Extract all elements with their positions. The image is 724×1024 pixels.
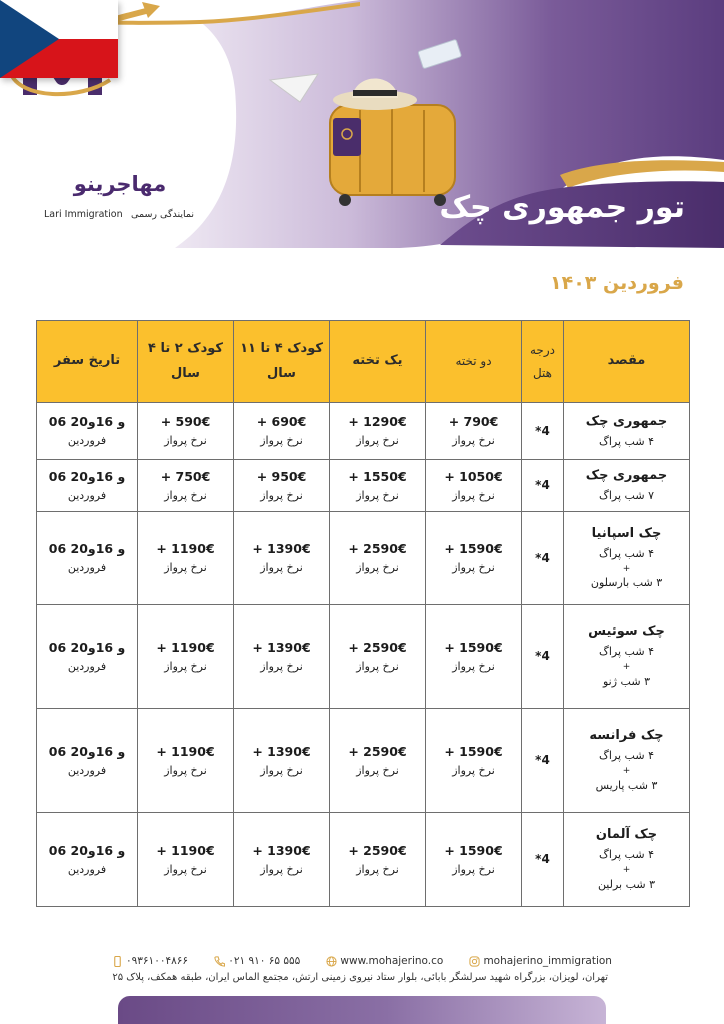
cell-child-4-11: 1390€ + نرخ پرواز xyxy=(234,605,330,709)
header-destination: مقصد xyxy=(564,321,690,403)
cell-child-4-11: 1390€ + نرخ پرواز xyxy=(234,709,330,813)
cell-destination: چک فرانسه ۴ شب پراگ + ۳ شب پاریس xyxy=(564,709,690,813)
phone-icon xyxy=(214,956,225,967)
table-row xyxy=(37,813,690,907)
cell-child-4-11: 1390€ + نرخ پرواز xyxy=(234,813,330,907)
brand-subtitle-fa: نمایندگی رسمی xyxy=(131,209,194,220)
website-url: www.mohajerino.co xyxy=(340,955,444,967)
globe-icon xyxy=(326,956,337,967)
cell-single: 1550€ + نرخ پرواز xyxy=(330,460,426,512)
instagram-icon xyxy=(469,956,480,967)
cell-grade: 4* xyxy=(522,460,564,512)
table-row xyxy=(37,460,690,512)
cell-child-4-11: 690€ + نرخ پرواز xyxy=(234,403,330,460)
cell-destination: چک اسپانیا ۴ شب پراگ + ۳ شب بارسلون xyxy=(564,512,690,605)
cell-destination: جمهوری چک ۴ شب پراگ xyxy=(564,403,690,460)
address: تهران، لویزان، بزرگراه شهید سرلشگر بابائی، بلوار ستاد نیروی زمینی ارتش، مجتمع الماس ایران، طبقه همکف، پلاک ۲۵ xyxy=(112,972,608,983)
cell-date: 06 و 16و20 فروردین xyxy=(37,460,138,512)
header-child-4-11: کودک ۴ تا ۱۱ سال xyxy=(234,321,330,403)
cell-double: 1590€ + نرخ پرواز xyxy=(426,605,522,709)
cell-child-2-4: 1190€ + نرخ پرواز xyxy=(138,709,234,813)
cell-double: 1590€ + نرخ پرواز xyxy=(426,813,522,907)
header-double: دو تخته xyxy=(426,321,522,403)
cell-double: 1590€ + نرخ پرواز xyxy=(426,512,522,605)
table-header-row xyxy=(37,321,690,403)
czech-flag-icon xyxy=(0,0,118,78)
mobile-contact[interactable] xyxy=(112,953,188,969)
cell-single: 2590€ + نرخ پرواز xyxy=(330,512,426,605)
footer-bar xyxy=(118,996,606,1024)
cell-double: 790€ + نرخ پرواز xyxy=(426,403,522,460)
header-hotel-grade: درجه هتل xyxy=(522,321,564,403)
header-single: یک تخته xyxy=(330,321,426,403)
cell-grade: 4* xyxy=(522,709,564,813)
table-row xyxy=(37,512,690,605)
cell-grade: 4* xyxy=(522,403,564,460)
tour-title: تور جمهوری چک xyxy=(439,190,685,225)
cell-date: 06 و 16و20 فروردین xyxy=(37,605,138,709)
website-link[interactable] xyxy=(326,953,443,969)
brand-name: مهاجرینو xyxy=(73,172,167,196)
instagram-handle: mohajerino_immigration xyxy=(483,955,612,967)
cell-destination: چک آلمان ۴ شب پراگ + ۳ شب برلین xyxy=(564,813,690,907)
cell-single: 2590€ + نرخ پرواز xyxy=(330,605,426,709)
brand-subtitle xyxy=(44,209,194,220)
table-row xyxy=(37,403,690,460)
table-row xyxy=(37,709,690,813)
table-row xyxy=(37,605,690,709)
cell-date: 06 و 16و20 فروردین xyxy=(37,709,138,813)
date-subtitle: فروردین ۱۴۰۳ xyxy=(550,272,684,294)
cell-date: 06 و 16و20 فروردین xyxy=(37,512,138,605)
cell-grade: 4* xyxy=(522,605,564,709)
cell-child-4-11: 1390€ + نرخ پرواز xyxy=(234,512,330,605)
cell-date: 06 و 16و20 فروردین xyxy=(37,403,138,460)
cell-double: 1050€ + نرخ پرواز xyxy=(426,460,522,512)
cell-child-2-4: 750€ + نرخ پرواز xyxy=(138,460,234,512)
mobile-number: ۰۹۳۶۱۰۰۴۸۶۶ xyxy=(126,955,189,967)
cell-destination: چک سوئیس ۴ شب پراگ + ۳ شب ژنو xyxy=(564,605,690,709)
mobile-phone-icon xyxy=(112,956,123,967)
cell-child-2-4: 1190€ + نرخ پرواز xyxy=(138,605,234,709)
cell-double: 1590€ + نرخ پرواز xyxy=(426,709,522,813)
contact-bar xyxy=(112,953,612,969)
cell-single: 2590€ + نرخ پرواز xyxy=(330,813,426,907)
instagram-link[interactable] xyxy=(469,953,612,969)
cell-grade: 4* xyxy=(522,512,564,605)
phone-contact[interactable] xyxy=(214,953,300,969)
cell-single: 2590€ + نرخ پرواز xyxy=(330,709,426,813)
header-banner xyxy=(0,0,724,250)
header-child-2-4: کودک ۲ تا ۴ سال xyxy=(138,321,234,403)
phone-number: ۰۲۱ ۹۱۰ ۶۵ ۵۵۵ xyxy=(228,955,301,967)
cell-child-4-11: 950€ + نرخ پرواز xyxy=(234,460,330,512)
cell-date: 06 و 16و20 فروردین xyxy=(37,813,138,907)
brand-subtitle-en: Lari Immigration xyxy=(44,209,123,220)
cell-child-2-4: 590€ + نرخ پرواز xyxy=(138,403,234,460)
cell-single: 1290€ + نرخ پرواز xyxy=(330,403,426,460)
cell-child-2-4: 1190€ + نرخ پرواز xyxy=(138,512,234,605)
price-table xyxy=(36,320,690,907)
cell-child-2-4: 1190€ + نرخ پرواز xyxy=(138,813,234,907)
cell-grade: 4* xyxy=(522,813,564,907)
cell-destination: جمهوری چک ۷ شب پراگ xyxy=(564,460,690,512)
header-date: تاریخ سفر xyxy=(37,321,138,403)
